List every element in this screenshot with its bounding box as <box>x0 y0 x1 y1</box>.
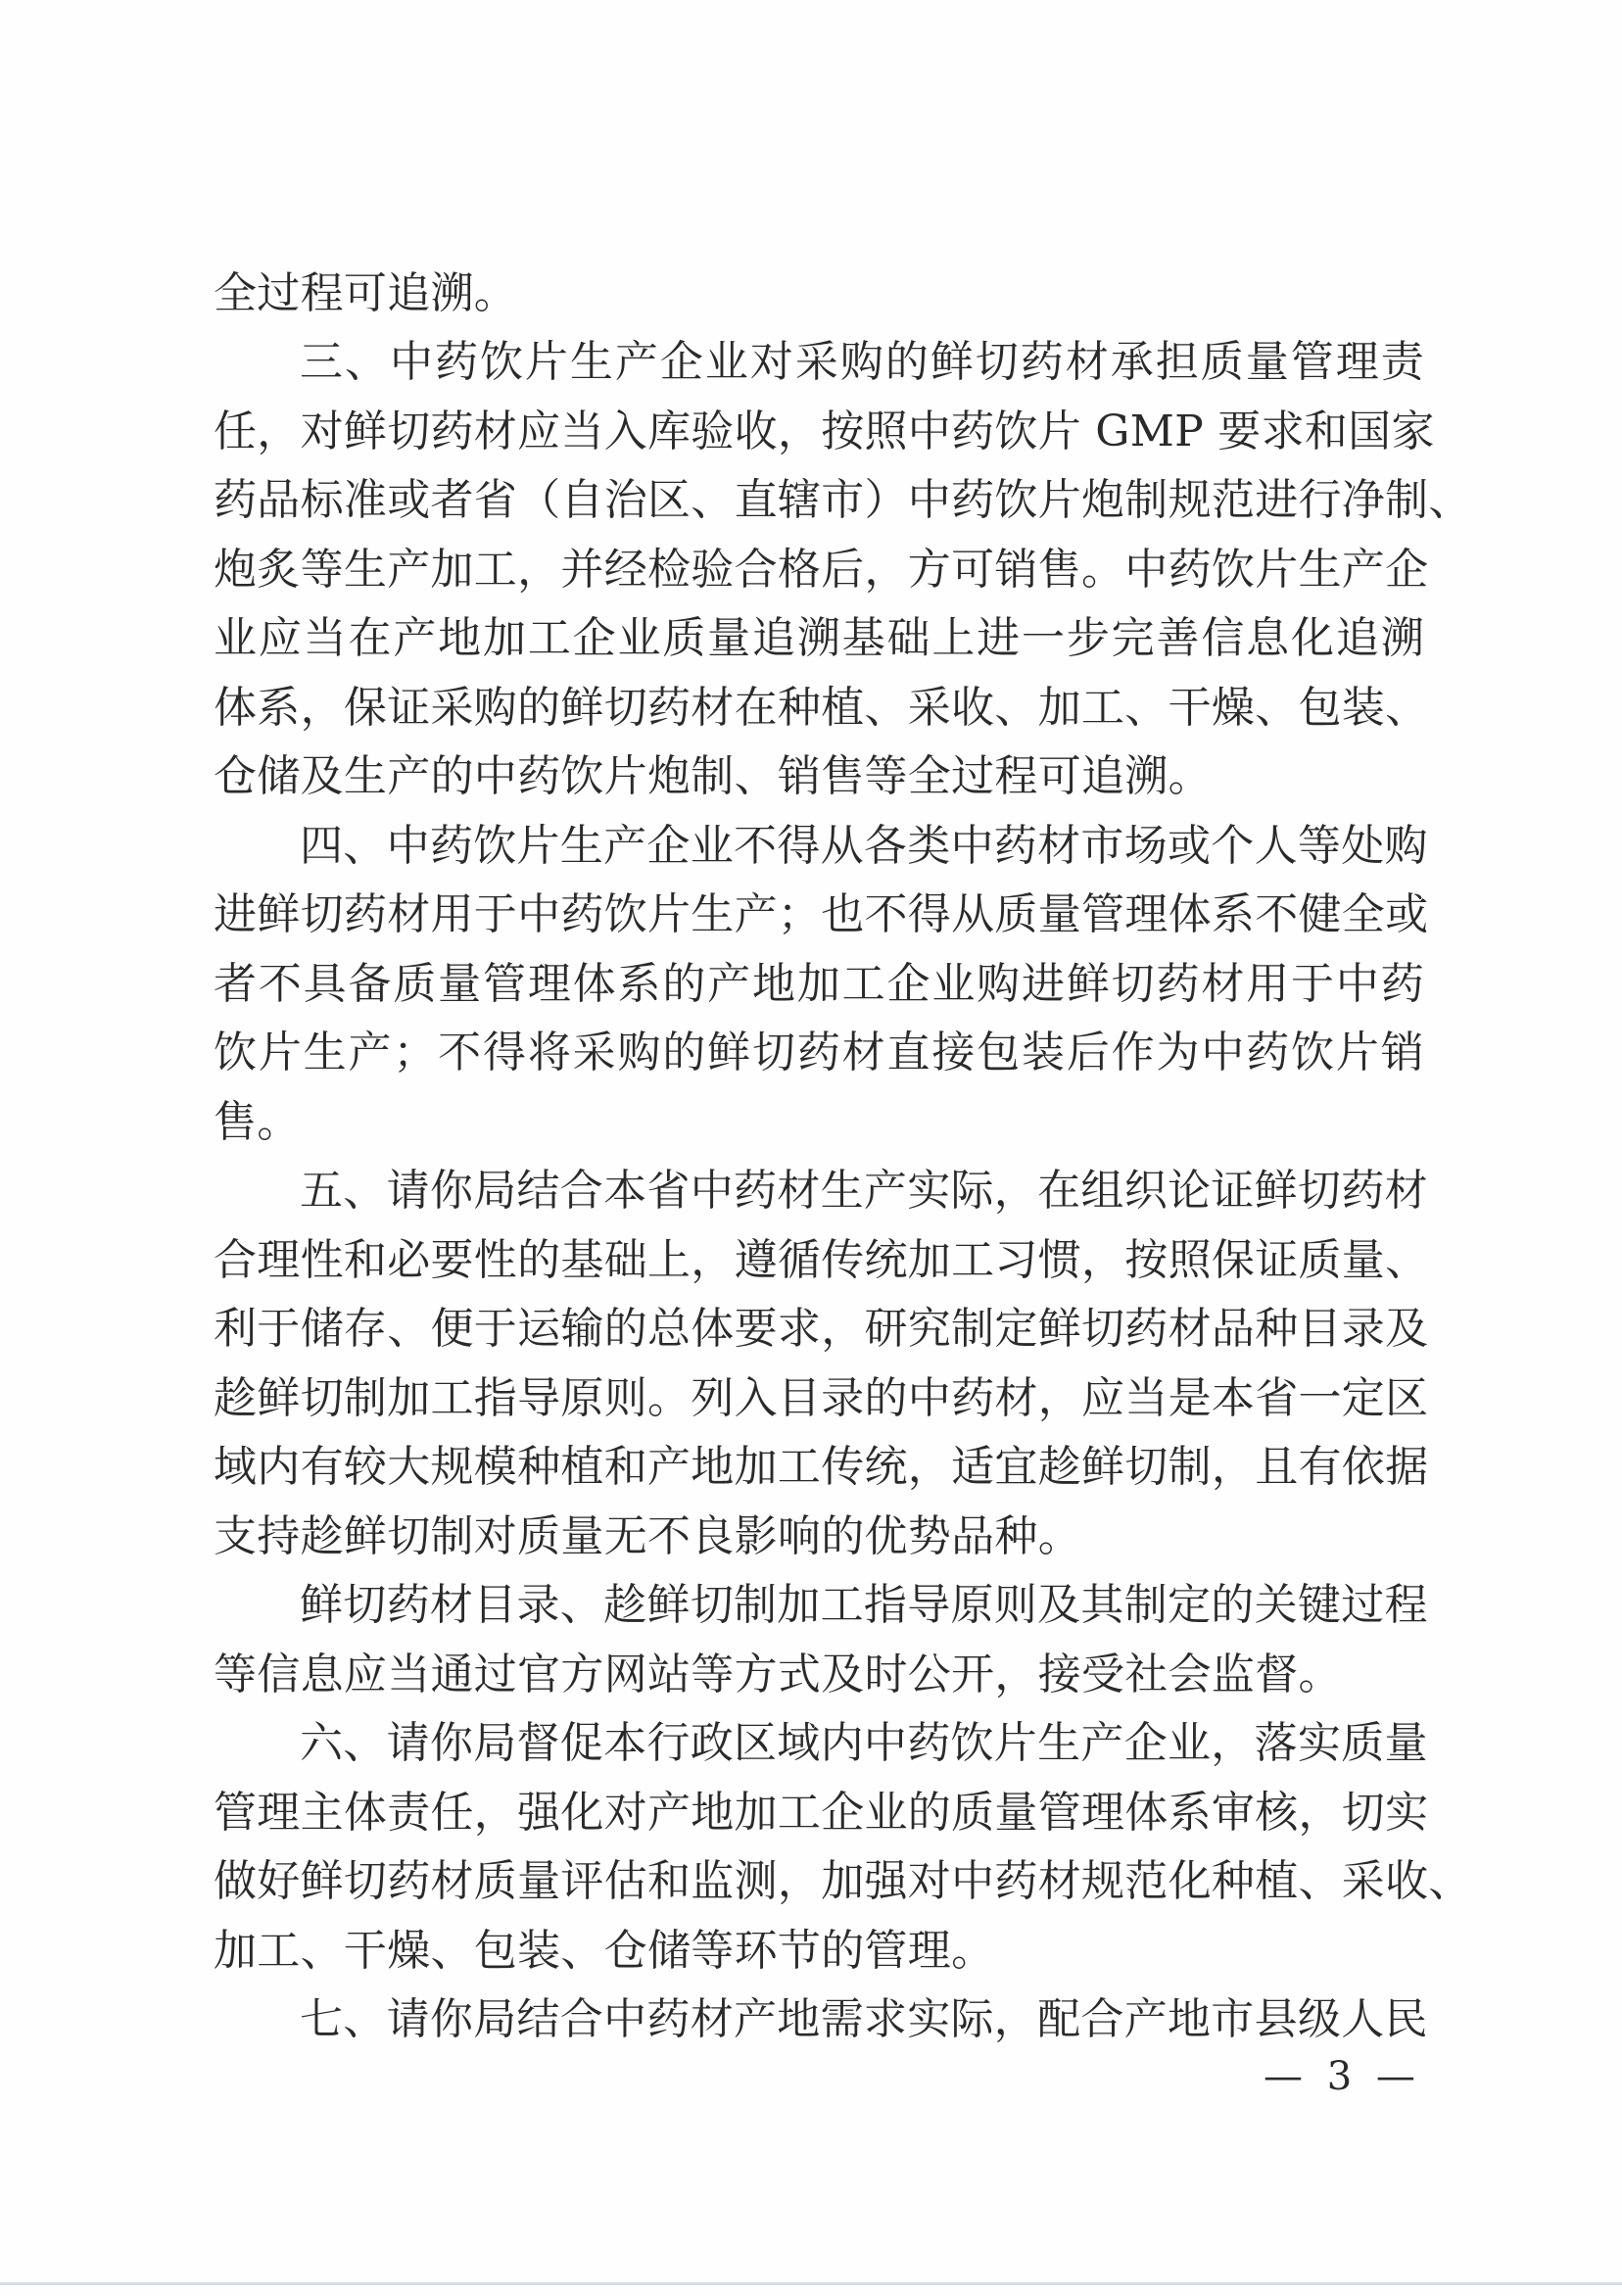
paragraph-line: 域内有较大规模种植和产地加工传统，适宜趁鲜切制，且有依据 <box>214 1442 1429 1492</box>
paragraph-first-line: 三、中药饮片生产企业对采购的鲜切药材承担质量管理责 <box>300 337 1424 387</box>
paragraph-line: 全过程可追溯。 <box>214 268 518 318</box>
paragraph-line: 仓储及生产的中药饮片炮制、销售等全过程可追溯。 <box>214 751 1212 801</box>
paragraph-line: 任，对鲜切药材应当入库验收，按照中药饮片 GMP 要求和国家 <box>214 407 1435 456</box>
paragraph-line: 体系，保证采购的鲜切药材在种植、采收、加工、干燥、包装、 <box>214 683 1429 733</box>
paragraph-line: 利于储存、便于运输的总体要求，研究制定鲜切药材品种目录及 <box>214 1304 1429 1354</box>
paragraph-line: 加工、干燥、包装、仓储等环节的管理。 <box>214 1926 995 1976</box>
paragraph-line: 饮片生产；不得将采购的鲜切药材直接包装后作为中药饮片销 <box>214 1028 1424 1077</box>
paragraph-line: 趁鲜切制加工指导原则。列入目录的中药材，应当是本省一定区 <box>214 1373 1429 1423</box>
paragraph-line: 进鲜切药材用于中药饮片生产；也不得从质量管理体系不健全或 <box>214 889 1429 939</box>
paragraph-line: 做好鲜切药材质量评估和监测，加强对中药材规范化种植、采收、 <box>214 1856 1472 1906</box>
paragraph-line: 管理主体责任，强化对产地加工企业的质量管理体系审核，切实 <box>214 1788 1429 1838</box>
paragraph-first-line: 六、请你局督促本行政区域内中药饮片生产企业，落实质量 <box>300 1718 1428 1768</box>
scan-edge-divider <box>0 2282 1622 2285</box>
paragraph-first-line: 鲜切药材目录、趁鲜切制加工指导原则及其制定的关键过程 <box>300 1580 1428 1630</box>
paragraph-first-line: 四、中药饮片生产企业不得从各类中药材市场或个人等处购 <box>300 821 1428 871</box>
paragraph-line: 者不具备质量管理体系的产地加工企业购进鲜切药材用于中药 <box>214 959 1424 1009</box>
paragraph-first-line: 五、请你局结合本省中药材生产实际，在组织论证鲜切药材 <box>300 1166 1428 1216</box>
paragraph-line: 售。 <box>214 1097 301 1147</box>
paragraph-line: 药品标准或者省（自治区、直辖市）中药饮片炮制规范进行净制、 <box>214 475 1472 525</box>
paragraph-line: 业应当在产地加工企业质量追溯基础上进一步完善信息化追溯 <box>214 613 1424 663</box>
paragraph-line: 炮炙等生产加工，并经检验合格后，方可销售。中药饮片生产企 <box>214 545 1429 595</box>
paragraph-line: 支持趁鲜切制对质量无不良影响的优势品种。 <box>214 1511 1081 1561</box>
page-number: — 3 — <box>1264 2054 1421 2099</box>
paragraph-line: 合理性和必要性的基础上，遵循传统加工习惯，按照保证质量、 <box>214 1235 1429 1285</box>
paragraph-first-line: 七、请你局结合中药材产地需求实际，配合产地市县级人民 <box>300 1994 1428 2044</box>
paragraph-line: 等信息应当通过官方网站等方式及时公开，接受社会监督。 <box>214 1650 1342 1699</box>
